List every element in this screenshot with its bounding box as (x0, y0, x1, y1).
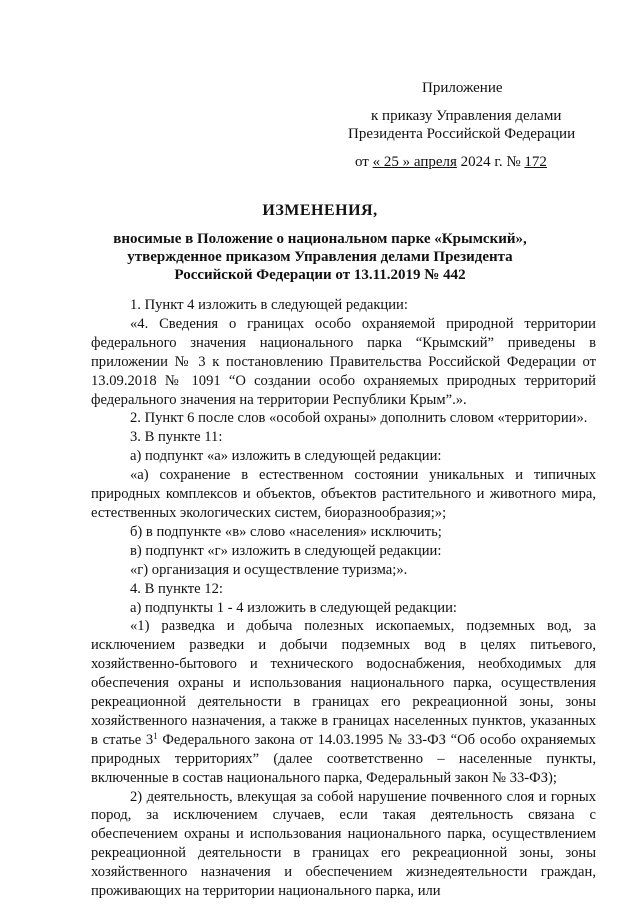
paragraph-1: 1. Пункт 4 изложить в следующей редакции: (130, 297, 408, 313)
paragraph-12 (91, 617, 596, 787)
date-year: 2024 г. № (456, 154, 525, 170)
paragraph-3: 2. Пункт 6 после слов «особой охраны» дополнить словом «территории». (130, 410, 588, 427)
paragraph-12-part-b: Федерального закона от 14.03.1995 № 33-ФЗ “Об особо охраняемых природных территориях” (далее соответственно – населенные пункты, включенные в состав национального парка, Федеральный закон № 33-ФЗ); (91, 731, 596, 786)
paragraph-4: 3. В пункте 11: (130, 429, 223, 446)
date-day: « 25 » апреля (372, 154, 457, 170)
appendix-line-2: Президента Российской Федерации (348, 126, 576, 142)
paragraph-7: б) в подпункте «в» слово «населения» исключить; (130, 523, 442, 540)
appendix-title: Приложение (422, 80, 503, 96)
appendix-line-1: к приказу Управления делами (371, 108, 562, 124)
paragraph-13: 2) деятельность, влекущая за собой нарушение почвенного слоя и горных пород, за исключением случаев, если такая деятельность связана с обеспечением охраны и использования национального парка, осуществлением рекреационной деятельности в границах его рекреационной зоны, зоны хозяйственного назначения и обеспечением жизнедеятельности граждан, проживающих на территории национального парка, или (91, 788, 596, 900)
document-body (91, 296, 596, 901)
paragraph-5: а) подпункт «а» изложить в следующей редакции: (130, 448, 442, 465)
paragraph-9: «г) организация и осуществление туризма;». (130, 561, 408, 578)
paragraph-10: 4. В пункте 12: (130, 580, 223, 597)
paragraph-8: в) подпункт «г» изложить в следующей редакции: (130, 542, 442, 559)
date-prefix: от (355, 154, 373, 170)
document-title: ИЗМЕНЕНИЯ, (262, 202, 378, 219)
paragraph-2: «4. Сведения о границах особо охраняемой природной территории федерального значения национального парка “Крымский” приведены в приложении № 3 к постановлению Правительства Российской Федерации от 13.09.2018 № 1091 “О создании особо охраняемых природных территорий федерального значения на территории Республики Крым”.». (91, 315, 596, 408)
superscript-1: 1 (153, 730, 158, 741)
paragraph-6: «а) сохранение в естественном состоянии уникальных и типичных природных комплексов и объектов, объектов растительного и животного мира, естественных экологических систем, биоразнообразия;»; (91, 467, 596, 521)
paragraph-11: а) подпункты 1 - 4 изложить в следующей редакции: (130, 599, 457, 616)
order-number: 172 (524, 154, 547, 170)
appendix-date-line (355, 153, 605, 171)
paragraph-12-part-a: «1) разведка и добыча полезных ископаемых, подземных вод, за исключением разведки и добычи подземных вод в целях питьевого, хозяйственно-бытового и технического водоснабжения, необходимых для обеспечения охраны и использования национального парка, осуществления рекреационной деятельности в границах его рекреационной зоны, зоны хозяйственного назначения, а также в границах населенных пунктов, указанных в статье 3 (91, 618, 596, 748)
document-subtitle: вносимые в Положение о национальном парке «Крымский», утвержденное приказом Управления делами Президента Российской Федерации от 13.11.2019 № 442 (113, 231, 527, 283)
